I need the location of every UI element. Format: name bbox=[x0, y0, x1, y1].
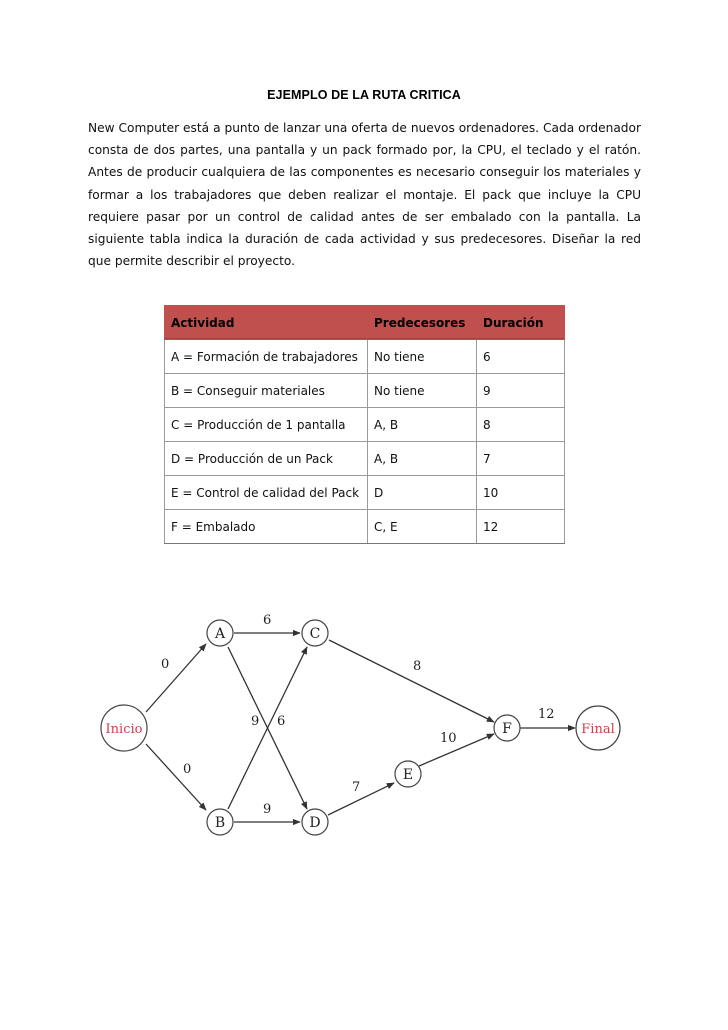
cell-predecesores: D bbox=[368, 476, 477, 510]
table-row bbox=[165, 476, 565, 510]
node-e bbox=[395, 761, 421, 787]
cell-duracion: 9 bbox=[477, 374, 565, 408]
edge-label-inicio-a: 0 bbox=[161, 657, 170, 672]
cell-duracion: 6 bbox=[477, 340, 565, 374]
cell-duracion: 7 bbox=[477, 442, 565, 476]
node-d bbox=[302, 809, 328, 835]
header-duracion: Duración bbox=[477, 306, 565, 340]
edge-c-f bbox=[329, 640, 494, 722]
node-c-label: C bbox=[309, 626, 321, 642]
node-c bbox=[302, 620, 328, 646]
node-a-label: A bbox=[214, 626, 226, 642]
node-a bbox=[207, 620, 233, 646]
edge-d-e bbox=[328, 783, 394, 815]
cell-predecesores: No tiene bbox=[368, 340, 477, 374]
cell-actividad: D = Producción de un Pack bbox=[165, 442, 368, 476]
header-predecesores: Predecesores bbox=[368, 306, 477, 340]
edge-label-b-d: 9 bbox=[263, 802, 272, 817]
document-title: EJEMPLO DE LA RUTA CRITICA bbox=[267, 88, 461, 102]
cell-duracion: 8 bbox=[477, 408, 565, 442]
edge-label-b-c: 9 bbox=[251, 714, 260, 729]
edge-inicio-a bbox=[146, 644, 206, 712]
edge-label-e-f: 10 bbox=[440, 731, 457, 746]
table-header-row bbox=[165, 306, 565, 340]
problem-paragraph: New Computer está a punto de lanzar una oferta de nuevos ordenadores. Cada ordenador consta de dos partes, una pantalla y un pack formado por, la CPU, el teclado y el ratón. Antes de producir cualquiera de las componentes es necesario conseguir los materiales y formar a los trabajadores que deben realizar el montaje. El pack que incluye la CPU requiere pasar por un control de calidad antes de ser embalado con la pantalla. La siguiente tabla indica la duración de cada actividad y sus predecesores. Diseñar la red que permite describir el proyecto. bbox=[88, 121, 641, 269]
table-row bbox=[165, 442, 565, 476]
cell-predecesores: A, B bbox=[368, 442, 477, 476]
node-f-label: F bbox=[502, 721, 512, 737]
activities-table bbox=[164, 305, 565, 544]
table-row bbox=[165, 408, 565, 442]
node-b bbox=[207, 809, 233, 835]
node-f bbox=[494, 715, 520, 741]
node-inicio-label: Inicio bbox=[105, 722, 143, 737]
cell-actividad: E = Control de calidad del Pack bbox=[165, 476, 368, 510]
cell-actividad: A = Formación de trabajadores bbox=[165, 340, 368, 374]
edge-label-f-final: 12 bbox=[538, 707, 555, 722]
cell-predecesores: C, E bbox=[368, 510, 477, 544]
cell-actividad: F = Embalado bbox=[165, 510, 368, 544]
project-network-diagram bbox=[0, 580, 728, 850]
edge-label-a-c: 6 bbox=[263, 613, 272, 628]
edge-inicio-b bbox=[146, 744, 206, 810]
node-inicio bbox=[101, 705, 147, 751]
table-row bbox=[165, 510, 565, 544]
table-row bbox=[165, 374, 565, 408]
header-actividad: Actividad bbox=[165, 306, 368, 340]
node-final-label: Final bbox=[581, 722, 615, 737]
table-row bbox=[165, 340, 565, 374]
edge-label-d-e: 7 bbox=[352, 780, 361, 795]
cell-predecesores: No tiene bbox=[368, 374, 477, 408]
node-d-label: D bbox=[309, 815, 321, 831]
edge-label-inicio-b: 0 bbox=[183, 762, 192, 777]
node-b-label: B bbox=[214, 815, 226, 831]
cell-actividad: C = Producción de 1 pantalla bbox=[165, 408, 368, 442]
cell-actividad: B = Conseguir materiales bbox=[165, 374, 368, 408]
cell-duracion: 10 bbox=[477, 476, 565, 510]
node-e-label: E bbox=[402, 767, 414, 783]
cell-duracion: 12 bbox=[477, 510, 565, 544]
edge-label-c-f: 8 bbox=[413, 659, 422, 674]
node-final bbox=[576, 706, 620, 750]
cell-predecesores: A, B bbox=[368, 408, 477, 442]
edge-label-a-d: 6 bbox=[277, 714, 286, 729]
